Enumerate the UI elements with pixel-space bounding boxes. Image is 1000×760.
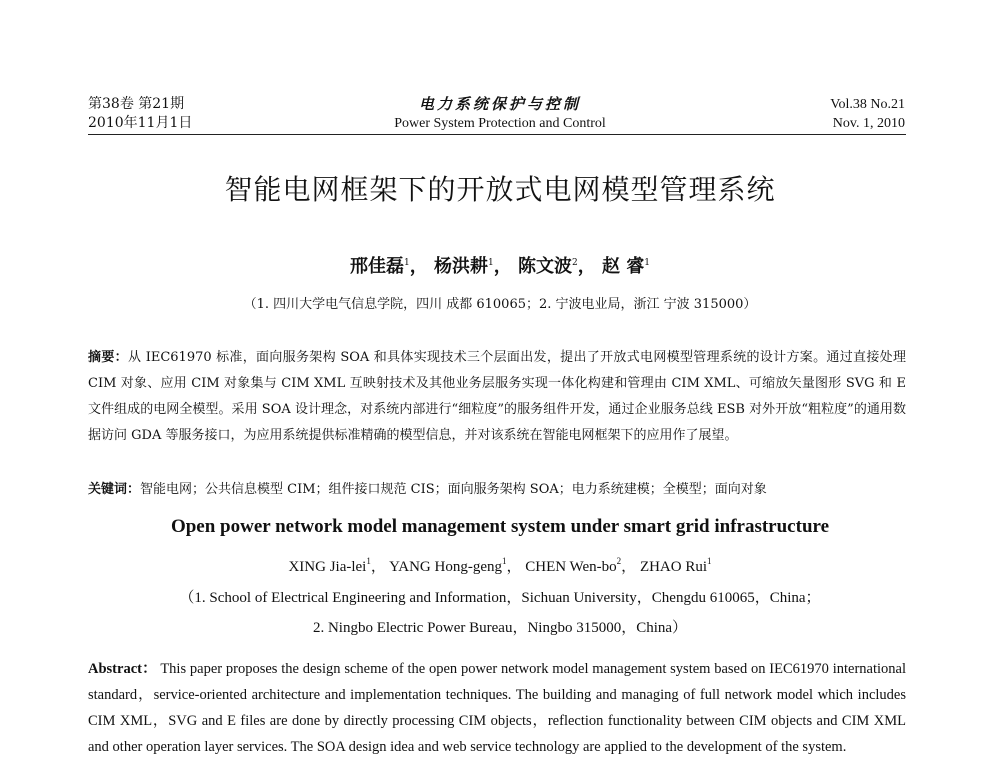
author-en: XING Jia-lei$^1$， <box>288 556 386 575</box>
abstract-en-text: This paper proposes the design scheme of the open power network model management system based on IEC61970 international standard，service-oriented architecture and implementation techniques. The building and managing of full network model which includes CIM XML，SVG and E files are done by directly processing CIM objects，reflection functionality between CIM objects and CIM XML and other operation layer services. The SOA design idea and web service technology are applied to the development of the system. <box>88 661 906 755</box>
volume-cn: 第38卷 第21期 <box>88 96 185 112</box>
affiliation-cn: （1. 四川大学电气信息学院，四川 成都 610065；2. 宁波电业局，浙江 宁波 315000） <box>243 297 757 312</box>
authors-en <box>0 555 1000 576</box>
keywords-cn-text: 智能电网；公共信息模型 CIM；组件接口规范 CIS；面向服务架构 SOA；电力系统建模；全模型；面向对象 <box>140 482 767 497</box>
date-cn: 2010年11月1日 <box>88 115 193 131</box>
header-left <box>88 95 192 133</box>
volume-en: Vol.38 No.21 <box>830 97 905 112</box>
authors-cn <box>0 252 1000 278</box>
author-cn: 邢佳磊$^1$， <box>349 256 428 277</box>
keywords-cn <box>88 478 906 497</box>
paper-title-en: Open power network model management system under smart grid infrastructure <box>170 516 830 537</box>
abstract-cn <box>88 345 906 449</box>
date-en: Nov. 1, 2010 <box>832 116 905 131</box>
author-cn: 赵 睿$^1$ <box>602 256 651 277</box>
author-en: YANG Hong-geng$^1$， <box>389 556 522 575</box>
abstract-cn-text: 从 IEC61970 标准，面向服务架构 SOA 和具体实现技术三个层面出发，提出了开放式电网模型管理系统的设计方案。通过直接处理 CIM 对象、应用 CIM 对象集与 CIM XML 互映射技术及其他业务层服务实现一体化构建和管理由 CIM XML、可缩放矢量图形 SVG 和 E 文件组成的电网全模型。采用 SOA 设计理念，对系统内部进行“细粒度”的服务组件开发，通过企业服务总线 ESB 对外开放“粗粒度”的通用数据访问 GDA 等服务接口，为应用系统提供标准精确的模型信息，并对该系统在智能电网框架下的应用作了展望。 <box>88 350 906 443</box>
author-cn: 陈文波$^2$， <box>518 256 596 277</box>
header-rule <box>88 134 906 135</box>
keywords-cn-label: 关键词： <box>88 482 141 497</box>
header-center <box>300 95 700 133</box>
paper-title-cn: 智能电网框架下的开放式电网模型管理系统 <box>224 173 776 206</box>
abstract-en-label: Abstract： <box>88 661 157 677</box>
abstract-cn-label: 摘要： <box>88 350 128 365</box>
author-en: ZHAO Rui$^1$ <box>639 556 712 575</box>
affiliation-en-1: （1. School of Electrical Engineering and Information，Sichuan University，Chengdu 610065，China； <box>179 590 821 606</box>
abstract-en <box>88 656 906 760</box>
author-en: CHEN Wen-$bo^2$， <box>525 556 637 575</box>
journal-name-cn: 电力系统保护与控制 <box>418 95 581 113</box>
author-cn: 杨洪耕$^1$， <box>433 256 512 277</box>
journal-name-en: Power System Protection and Control <box>394 116 606 131</box>
affiliation-en-2: 2. Ningbo Electric Power Bureau，Ningbo 315000，China） <box>312 620 688 636</box>
header-right <box>830 95 905 133</box>
